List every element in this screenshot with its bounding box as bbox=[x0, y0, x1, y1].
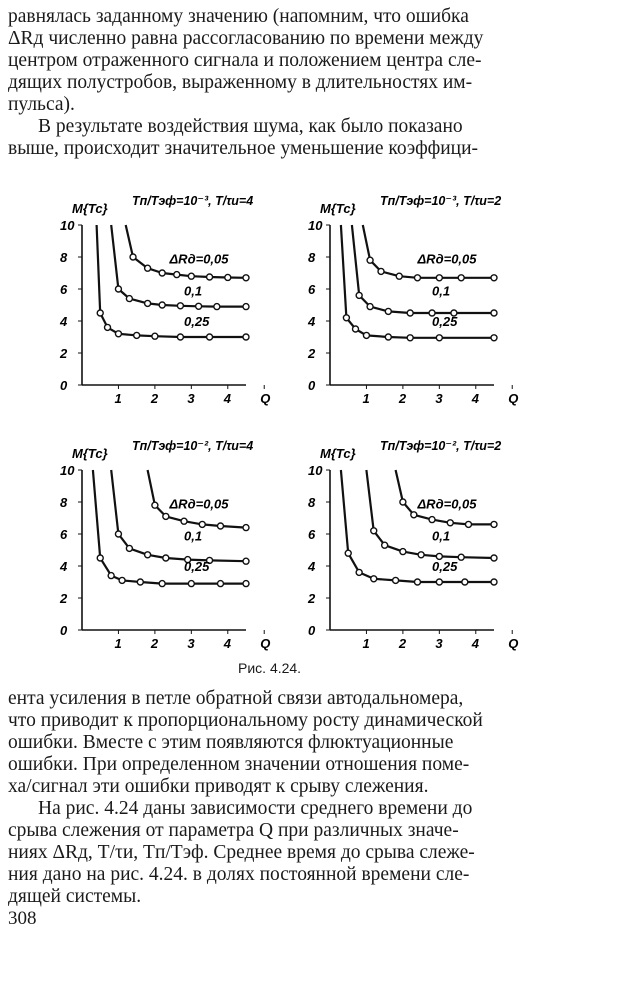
data-point bbox=[414, 579, 420, 585]
data-point bbox=[177, 334, 183, 340]
data-point bbox=[159, 302, 165, 308]
y-tick-label: 8 bbox=[308, 250, 316, 265]
data-point bbox=[196, 303, 202, 309]
data-point bbox=[458, 275, 464, 281]
x-tick-label: 4 bbox=[223, 636, 232, 651]
series-label: ΔRд=0,05 bbox=[417, 251, 477, 267]
data-point bbox=[345, 550, 351, 556]
series-label: 0,1 bbox=[184, 283, 203, 299]
data-point bbox=[371, 576, 377, 582]
data-point bbox=[400, 549, 406, 555]
text-line: В результате воздействия шума, как было показано bbox=[38, 116, 463, 137]
y-tick-label: 4 bbox=[60, 314, 68, 329]
y-axis-label: M{Tc} bbox=[320, 201, 356, 216]
y-tick-label: 2 bbox=[308, 591, 316, 606]
y-tick-label: 6 bbox=[308, 527, 316, 542]
y-tick-label: 2 bbox=[308, 346, 316, 361]
data-point bbox=[393, 577, 399, 583]
x-tick-label: 2 bbox=[150, 636, 159, 651]
text-line: На рис. 4.24 даны зависимости среднего времени до bbox=[38, 798, 473, 819]
data-point bbox=[382, 542, 388, 548]
y-tick-label: 10 bbox=[60, 463, 75, 478]
data-point bbox=[199, 521, 205, 527]
data-point bbox=[243, 581, 249, 587]
x-tick-label: 1 bbox=[362, 391, 370, 406]
x-tick-label: 1 bbox=[114, 391, 122, 406]
data-point bbox=[115, 286, 121, 292]
y-tick-label: 10 bbox=[60, 218, 75, 233]
text-line: ΔRд численно равна рассогласованию по времени между bbox=[8, 28, 484, 49]
data-point bbox=[356, 569, 362, 575]
y-tick-label: 4 bbox=[308, 314, 316, 329]
text-line: ния дано на рис. 4.24. в долях постоянной времени сле- bbox=[8, 864, 470, 885]
data-point bbox=[243, 558, 249, 564]
data-point bbox=[134, 332, 140, 338]
data-point bbox=[367, 304, 373, 310]
data-point bbox=[367, 257, 373, 263]
data-point bbox=[407, 335, 413, 341]
data-point bbox=[465, 521, 471, 527]
y-tick-label: 10 bbox=[308, 218, 323, 233]
series-label: ΔRд=0,05 bbox=[169, 496, 229, 512]
x-tick-label: 4 bbox=[471, 636, 480, 651]
y-tick-label: 10 bbox=[308, 463, 323, 478]
data-point bbox=[371, 528, 377, 534]
x-tick-label: Q bbox=[260, 391, 271, 406]
x-tick-label: 1 bbox=[114, 636, 122, 651]
x-tick-label: 2 bbox=[150, 391, 159, 406]
data-point bbox=[126, 545, 132, 551]
series-line bbox=[352, 225, 494, 313]
data-point bbox=[177, 303, 183, 309]
data-point bbox=[400, 499, 406, 505]
x-tick-label: 3 bbox=[435, 636, 443, 651]
text-line: пульса). bbox=[8, 94, 75, 115]
data-point bbox=[436, 335, 442, 341]
series-label: 0,25 bbox=[432, 558, 458, 574]
data-point bbox=[491, 335, 497, 341]
x-tick-label: 4 bbox=[471, 391, 480, 406]
data-point bbox=[97, 555, 103, 561]
data-point bbox=[145, 300, 151, 306]
y-tick-label: 8 bbox=[60, 250, 68, 265]
data-point bbox=[353, 326, 359, 332]
series-label: 0,25 bbox=[184, 558, 210, 574]
data-point bbox=[491, 555, 497, 561]
x-tick-label: 3 bbox=[187, 636, 195, 651]
series-label: 0,1 bbox=[184, 528, 203, 544]
series-line bbox=[97, 225, 246, 337]
data-point bbox=[436, 579, 442, 585]
y-tick-label: 8 bbox=[60, 495, 68, 510]
data-point bbox=[458, 554, 464, 560]
data-point bbox=[243, 304, 249, 310]
data-point bbox=[411, 512, 417, 518]
data-point bbox=[462, 579, 468, 585]
data-point bbox=[356, 292, 362, 298]
y-tick-label: 0 bbox=[308, 623, 316, 638]
data-point bbox=[378, 268, 384, 274]
data-point bbox=[115, 531, 121, 537]
series-label: ΔRд=0,05 bbox=[417, 496, 477, 512]
data-point bbox=[174, 272, 180, 278]
text-line: ха/сигнал эти ошибки приводят к срыву слежения. bbox=[8, 776, 429, 797]
chart-panel bbox=[59, 439, 270, 651]
data-point bbox=[126, 296, 132, 302]
text-line: ошибки. При определенном значении отношения поме- bbox=[8, 754, 470, 775]
data-point bbox=[217, 523, 223, 529]
y-tick-label: 2 bbox=[60, 591, 68, 606]
data-point bbox=[163, 513, 169, 519]
data-point bbox=[343, 315, 349, 321]
text-line: срыва слежения от параметра Q при различных значе- bbox=[8, 820, 459, 841]
data-point bbox=[225, 274, 231, 280]
x-tick-label: 2 bbox=[398, 391, 407, 406]
data-point bbox=[491, 275, 497, 281]
text-line: ента усиления в петле обратной связи автодальномера, bbox=[8, 688, 464, 709]
y-axis-label: M{Tc} bbox=[320, 446, 356, 461]
data-point bbox=[207, 274, 213, 280]
data-point bbox=[188, 581, 194, 587]
data-point bbox=[145, 552, 151, 558]
page-number: 308 bbox=[8, 908, 37, 929]
data-point bbox=[429, 517, 435, 523]
x-tick-label: 3 bbox=[435, 391, 443, 406]
x-tick-label: 4 bbox=[223, 391, 232, 406]
data-point bbox=[152, 333, 158, 339]
data-point bbox=[108, 573, 114, 579]
data-point bbox=[243, 334, 249, 340]
data-point bbox=[181, 518, 187, 524]
data-point bbox=[491, 579, 497, 585]
series-label: 0,25 bbox=[432, 313, 458, 329]
data-point bbox=[207, 334, 213, 340]
x-tick-label: Q bbox=[508, 391, 519, 406]
y-tick-label: 6 bbox=[60, 527, 68, 542]
data-point bbox=[447, 520, 453, 526]
data-point bbox=[105, 324, 111, 330]
text-line: выше, происходит значительное уменьшение коэффици- bbox=[8, 138, 479, 159]
data-point bbox=[396, 273, 402, 279]
series-label: 0,1 bbox=[432, 528, 451, 544]
data-point bbox=[385, 334, 391, 340]
x-tick-label: 2 bbox=[398, 636, 407, 651]
data-point bbox=[243, 525, 249, 531]
data-point bbox=[436, 275, 442, 281]
text-paragraph-bottom bbox=[8, 688, 548, 908]
chart-panel bbox=[59, 194, 270, 406]
data-point bbox=[214, 304, 220, 310]
series-label: 0,25 bbox=[184, 313, 210, 329]
data-point bbox=[243, 275, 249, 281]
series-label: ΔRд=0,05 bbox=[169, 251, 229, 267]
data-point bbox=[152, 502, 158, 508]
data-point bbox=[491, 310, 497, 316]
chart-parameters: Tп/Tэф=10⁻², T/τи=2 bbox=[380, 439, 502, 453]
x-tick-label: 1 bbox=[362, 636, 370, 651]
chart-panel bbox=[307, 439, 518, 651]
data-point bbox=[163, 555, 169, 561]
text-line: ниях ΔRд, T/τи, Tп/Tэф. Среднее время до срыва слеже- bbox=[8, 842, 475, 863]
x-tick-label: 3 bbox=[187, 391, 195, 406]
data-point bbox=[418, 552, 424, 558]
y-tick-label: 0 bbox=[308, 378, 316, 393]
data-point bbox=[130, 254, 136, 260]
y-tick-label: 2 bbox=[60, 346, 68, 361]
data-point bbox=[407, 310, 413, 316]
text-line: равнялась заданному значению (напомним, что ошибка bbox=[8, 6, 469, 27]
data-point bbox=[217, 581, 223, 587]
chart-parameters: Tп/Tэф=10⁻², T/τи=4 bbox=[132, 439, 254, 453]
y-tick-label: 0 bbox=[60, 378, 68, 393]
series-label: 0,1 bbox=[432, 283, 451, 299]
y-axis-label: M{Tc} bbox=[72, 446, 108, 461]
y-tick-label: 6 bbox=[308, 282, 316, 297]
data-point bbox=[137, 579, 143, 585]
x-tick-label: Q bbox=[508, 636, 519, 651]
y-axis-label: M{Tc} bbox=[72, 201, 108, 216]
y-tick-label: 4 bbox=[60, 559, 68, 574]
y-tick-label: 6 bbox=[60, 282, 68, 297]
data-point bbox=[145, 265, 151, 271]
data-point bbox=[97, 310, 103, 316]
chart-parameters: Tп/Tэф=10⁻³, T/τи=2 bbox=[380, 194, 502, 208]
chart-parameters: Tп/Tэф=10⁻³, T/τи=4 bbox=[132, 194, 254, 208]
text-line: ошибки. Вместе с этим появляются флюктуационные bbox=[8, 732, 454, 753]
data-point bbox=[491, 521, 497, 527]
text-line: дящих полустробов, выраженному в длительностях им- bbox=[8, 72, 473, 93]
data-point bbox=[159, 270, 165, 276]
y-tick-label: 8 bbox=[308, 495, 316, 510]
y-tick-label: 0 bbox=[60, 623, 68, 638]
data-point bbox=[363, 332, 369, 338]
text-line: центром отраженного сигнала и положением центра сле- bbox=[8, 50, 482, 71]
x-tick-label: Q bbox=[260, 636, 271, 651]
chart-panel bbox=[307, 194, 518, 406]
data-point bbox=[414, 275, 420, 281]
text-line: что приводит к пропорциональному росту динамической bbox=[8, 710, 483, 731]
data-point bbox=[115, 331, 121, 337]
data-point bbox=[188, 273, 194, 279]
text-line: дящей системы. bbox=[8, 886, 142, 907]
y-tick-label: 4 bbox=[308, 559, 316, 574]
data-point bbox=[159, 581, 165, 587]
data-point bbox=[385, 308, 391, 314]
figure-caption: Рис. 4.24. bbox=[238, 660, 302, 676]
data-point bbox=[119, 577, 125, 583]
